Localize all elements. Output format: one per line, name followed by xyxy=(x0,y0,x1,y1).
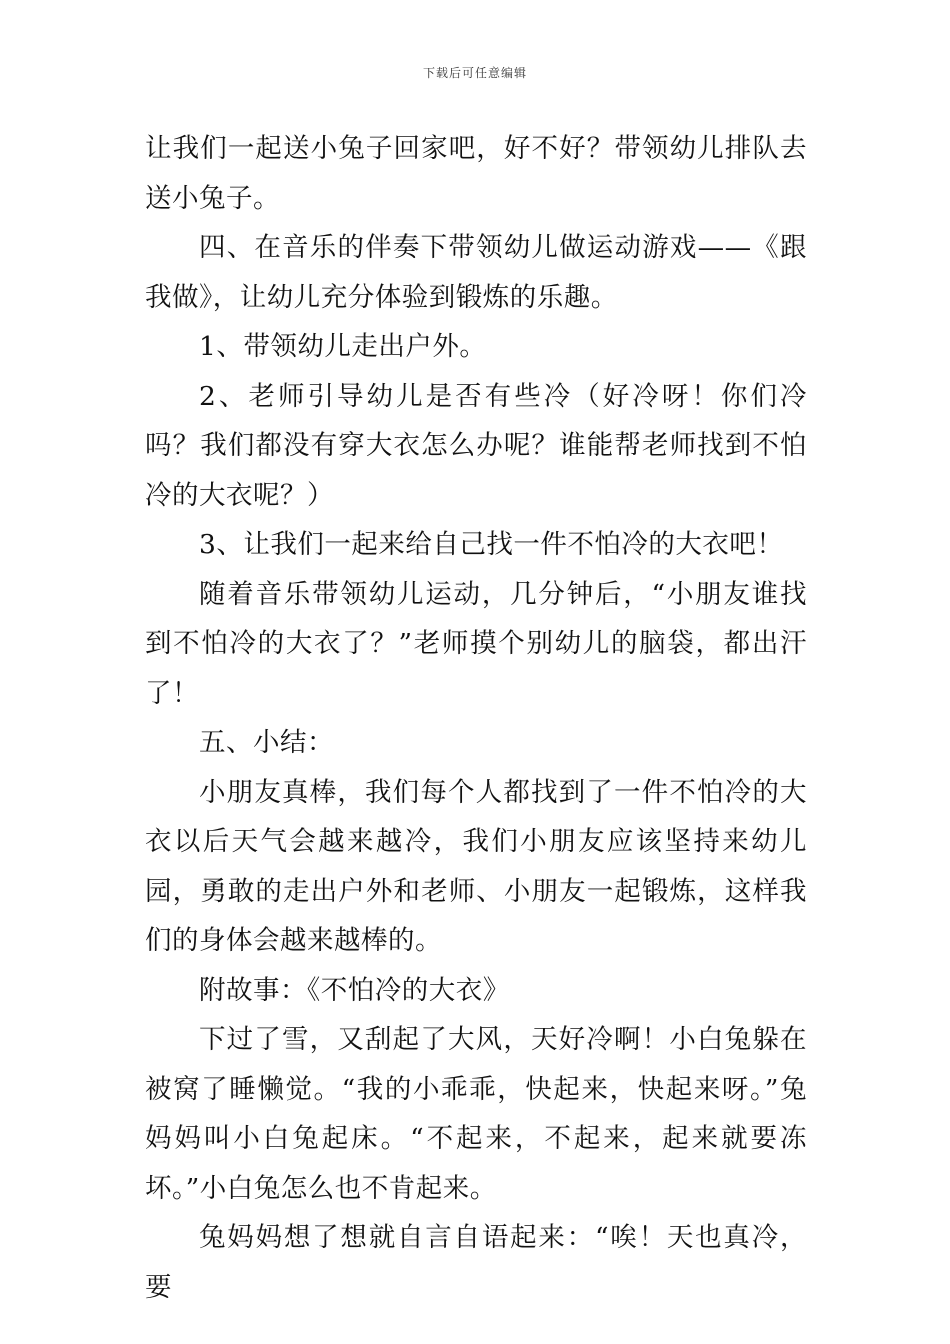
paragraph-8: 小朋友真棒，我们每个人都找到了一件不怕冷的大衣以后天气会越来越冷，我们小朋友应该坚持来幼儿园，勇敢的走出户外和老师、小朋友一起锻炼，这样我们的身体会越来越棒的。 xyxy=(145,776,807,956)
paragraph-11: 兔妈妈想了想就自言自语起来：“唉！天也真冷，要 xyxy=(145,1222,807,1303)
paragraph-2: 四、在音乐的伴奏下带领幼儿做运动游戏——《跟我做》，让幼儿充分体验到锻炼的乐趣。 xyxy=(145,232,807,313)
paragraph-10: 下过了雪，又刮起了大风，天好冷啊！小白兔躲在被窝了睡懒觉。“我的小乖乖，快起来，快起来呀。”兔妈妈叫小白兔起床。“不起来，不起来，起来就要冻坏。”小白兔怎么也不肯起来。 xyxy=(145,1024,807,1204)
paragraph-4: 2、老师引导幼儿是否有些冷（好冷呀！你们冷吗？我们都没有穿大衣怎么办呢？谁能帮老师找到不怕冷的大衣呢？） xyxy=(145,380,807,511)
paragraph-5: 3、让我们一起来给自己找一件不怕冷的大衣吧！ xyxy=(199,529,784,560)
paragraph-9: 附故事：《不怕冷的大衣》 xyxy=(199,974,510,1006)
paragraph-1: 让我们一起送小兔子回家吧，好不好？带领幼儿排队去送小兔子。 xyxy=(145,133,807,214)
document-body xyxy=(145,124,807,1312)
paragraph-6: 随着音乐带领幼儿运动，几分钟后，“小朋友谁找到不怕冷的大衣了？”老师摸个别幼儿的脑袋，都出汗了！ xyxy=(145,578,807,709)
paragraph-3: 1、带领幼儿走出户外。 xyxy=(199,331,487,362)
paragraph-7: 五、小结： xyxy=(199,727,334,758)
page-header: 下载后可任意编辑 xyxy=(422,66,527,80)
